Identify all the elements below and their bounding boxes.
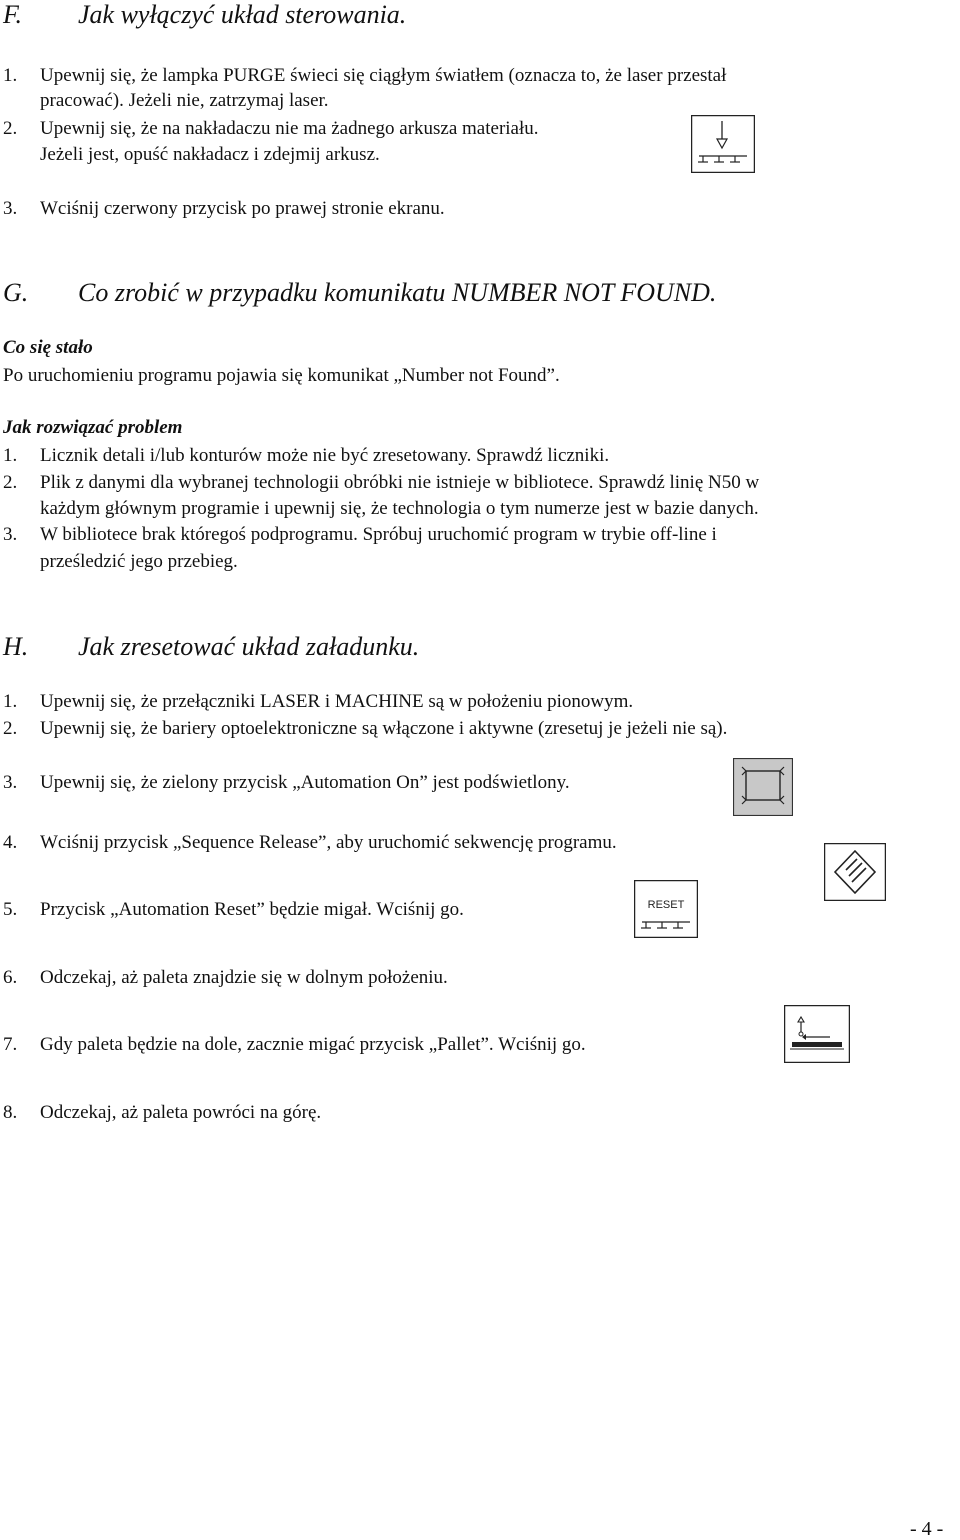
list-item-number: 1. — [3, 691, 18, 712]
reset-label: RESET — [647, 899, 685, 911]
list-item-text: Upewnij się, że lampka PURGE świeci się ciągłym światłem (oznacza to, że laser przestał — [40, 65, 727, 86]
page-number: - 4 - — [910, 1518, 944, 1540]
list-item-number: 6. — [3, 967, 18, 988]
list-item-text: Wciśnij przycisk „Sequence Release”, aby uruchomić sekwencję programu. — [40, 832, 617, 853]
list-item-text: Upewnij się, że na nakładaczu nie ma żadnego arkusza materiału. — [40, 118, 539, 139]
list-item-text: Upewnij się, że przełączniki LASER i MACHINE są w położeniu pionowym. — [40, 691, 634, 712]
section-g-letter: G. — [3, 278, 29, 307]
list-item-number: 2. — [3, 118, 18, 139]
list-item-text: Plik z danymi dla wybranej technologii obróbki nie istnieje w bibliotece. Sprawdź linię N50 w — [40, 472, 760, 493]
list-item-number: 3. — [3, 772, 18, 793]
section-f-title: Jak wyłączyć układ sterowania. — [78, 0, 407, 29]
list-item-number: 1. — [3, 65, 18, 86]
list-item-text: każdym głównym programie i upewnij się, że technologia o tym numerze jest w bazie danych. — [40, 498, 759, 519]
list-item-text: W bibliotece brak któregoś podprogramu. Spróbuj uruchomić program w trybie off-line i — [40, 524, 717, 545]
list-item-number: 1. — [3, 445, 18, 466]
solve-heading: Jak rozwiązać problem — [3, 417, 183, 438]
list-item-number: 7. — [3, 1034, 18, 1055]
list-item-text: Upewnij się, że zielony przycisk „Automation On” jest podświetlony. — [40, 772, 570, 793]
sequence-release-icon — [824, 843, 886, 901]
list-item-text: Odczekaj, aż paleta znajdzie się w dolnym położeniu. — [40, 967, 448, 988]
section-f-letter: F. — [3, 0, 23, 29]
list-item-number: 4. — [3, 832, 18, 853]
list-item-text: Odczekaj, aż paleta powróci na górę. — [40, 1102, 322, 1123]
list-item-number: 8. — [3, 1102, 18, 1123]
list-item-text: Przycisk „Automation Reset” będzie migał. Wciśnij go. — [40, 899, 464, 920]
automation-reset-icon — [634, 880, 698, 938]
list-item-number: 3. — [3, 198, 18, 219]
list-item-text: Licznik detali i/lub konturów może nie być zresetowany. Sprawdź liczniki. — [40, 445, 610, 466]
automation-on-icon — [733, 758, 793, 816]
list-item-number: 5. — [3, 899, 18, 920]
section-h-title: Jak zresetować układ załadunku. — [78, 632, 420, 661]
section-g-title: Co zrobić w przypadku komunikatu NUMBER NOT FOUND. — [78, 278, 717, 307]
list-item-text: pracować). Jeżeli nie, zatrzymaj laser. — [40, 90, 329, 111]
list-item-text: Wciśnij czerwony przycisk po prawej stronie ekranu. — [40, 198, 445, 219]
list-item-text: prześledzić jego przebieg. — [40, 551, 238, 572]
list-item-text: Gdy paleta będzie na dole, zacznie migać przycisk „Pallet”. Wciśnij go. — [40, 1034, 586, 1055]
list-item-text: Jeżeli jest, opuść nakładacz i zdejmij arkusz. — [40, 144, 380, 165]
what-happened-text: Po uruchomieniu programu pojawia się komunikat „Number not Found”. — [3, 365, 560, 386]
list-item-text: Upewnij się, że bariery optoelektroniczne są włączone i aktywne (zresetuj je jeżeli nie są). — [40, 718, 728, 739]
list-item-number: 3. — [3, 524, 18, 545]
list-item-number: 2. — [3, 718, 18, 739]
loader-lower-icon — [691, 115, 755, 173]
list-item-number: 2. — [3, 472, 18, 493]
pallet-icon — [784, 1005, 850, 1063]
section-h-letter: H. — [3, 632, 29, 661]
what-happened-heading: Co się stało — [3, 337, 93, 358]
